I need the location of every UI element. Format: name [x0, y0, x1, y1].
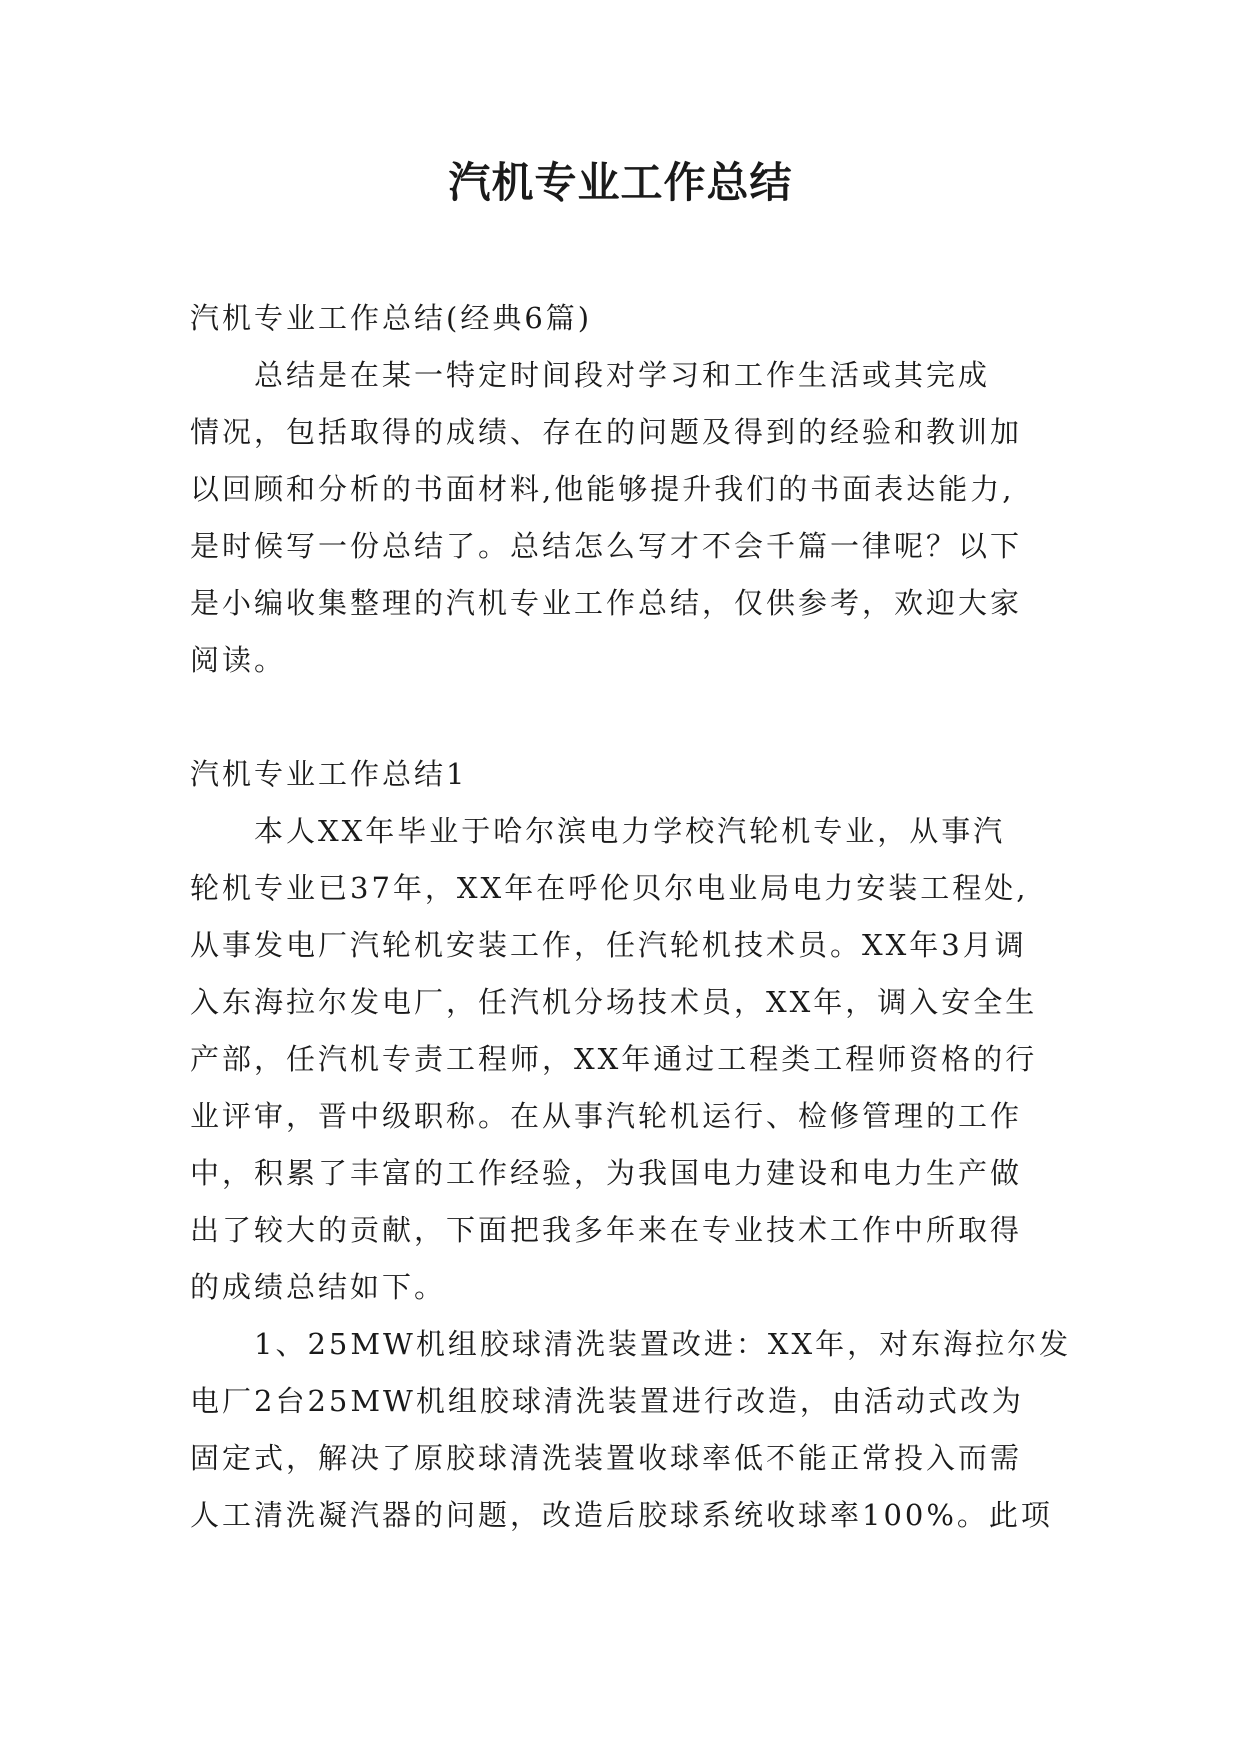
text-line: 是时候写一份总结了。总结怎么写才不会千篇一律呢？以下	[190, 529, 1023, 563]
text-line: 汽机专业工作总结1	[190, 757, 468, 791]
blank-line	[190, 689, 1050, 746]
document-body	[190, 290, 1072, 1544]
text-line: 是小编收集整理的汽机专业工作总结，仅供参考，欢迎大家	[190, 586, 1023, 620]
text-line: 轮机专业已37年，XX年在呼伦贝尔电业局电力安装工程处,	[190, 871, 1029, 905]
document-title: 汽机专业工作总结	[448, 158, 793, 207]
text-line: 业评审，晋中级职称。在从事汽轮机运行、检修管理的工作	[190, 1099, 1023, 1133]
text-line: 固定式，解决了原胶球清洗装置收球率低不能正常投入而需	[190, 1441, 1023, 1475]
text-line: 的成绩总结如下。	[190, 1270, 447, 1304]
text-line: 1、25MW机组胶球清洗装置改进：XX年，对东海拉尔发	[190, 1327, 1072, 1361]
text-line: 汽机专业工作总结(经典6篇)	[190, 301, 593, 335]
text-line: 本人XX年毕业于哈尔滨电力学校汽轮机专业，从事汽	[190, 814, 1006, 848]
text-line: 情况，包括取得的成绩、存在的问题及得到的经验和教训加	[190, 415, 1023, 449]
text-line: 中，积累了丰富的工作经验，为我国电力建设和电力生产做	[190, 1156, 1023, 1190]
text-line: 人工清洗凝汽器的问题，改造后胶球系统收球率100%。此项	[190, 1498, 1053, 1532]
text-line: 入东海拉尔发电厂，任汽机分场技术员，XX年，调入安全生	[190, 985, 1038, 1019]
text-line: 以回顾和分析的书面材料,他能够提升我们的书面表达能力,	[190, 472, 1015, 506]
text-line: 出了较大的贡献，下面把我多年来在专业技术工作中所取得	[190, 1213, 1023, 1247]
text-line: 电厂2台25MW机组胶球清洗装置进行改造，由活动式改为	[190, 1384, 1024, 1418]
text-line: 产部，任汽机专责工程师，XX年通过工程类工程师资格的行	[190, 1042, 1038, 1076]
text-line: 总结是在某一特定时间段对学习和工作生活或其完成	[190, 358, 991, 392]
text-line: 从事发电厂汽轮机安装工作，任汽轮机技术员。XX年3月调	[190, 928, 1027, 962]
text-line: 阅读。	[190, 643, 287, 677]
